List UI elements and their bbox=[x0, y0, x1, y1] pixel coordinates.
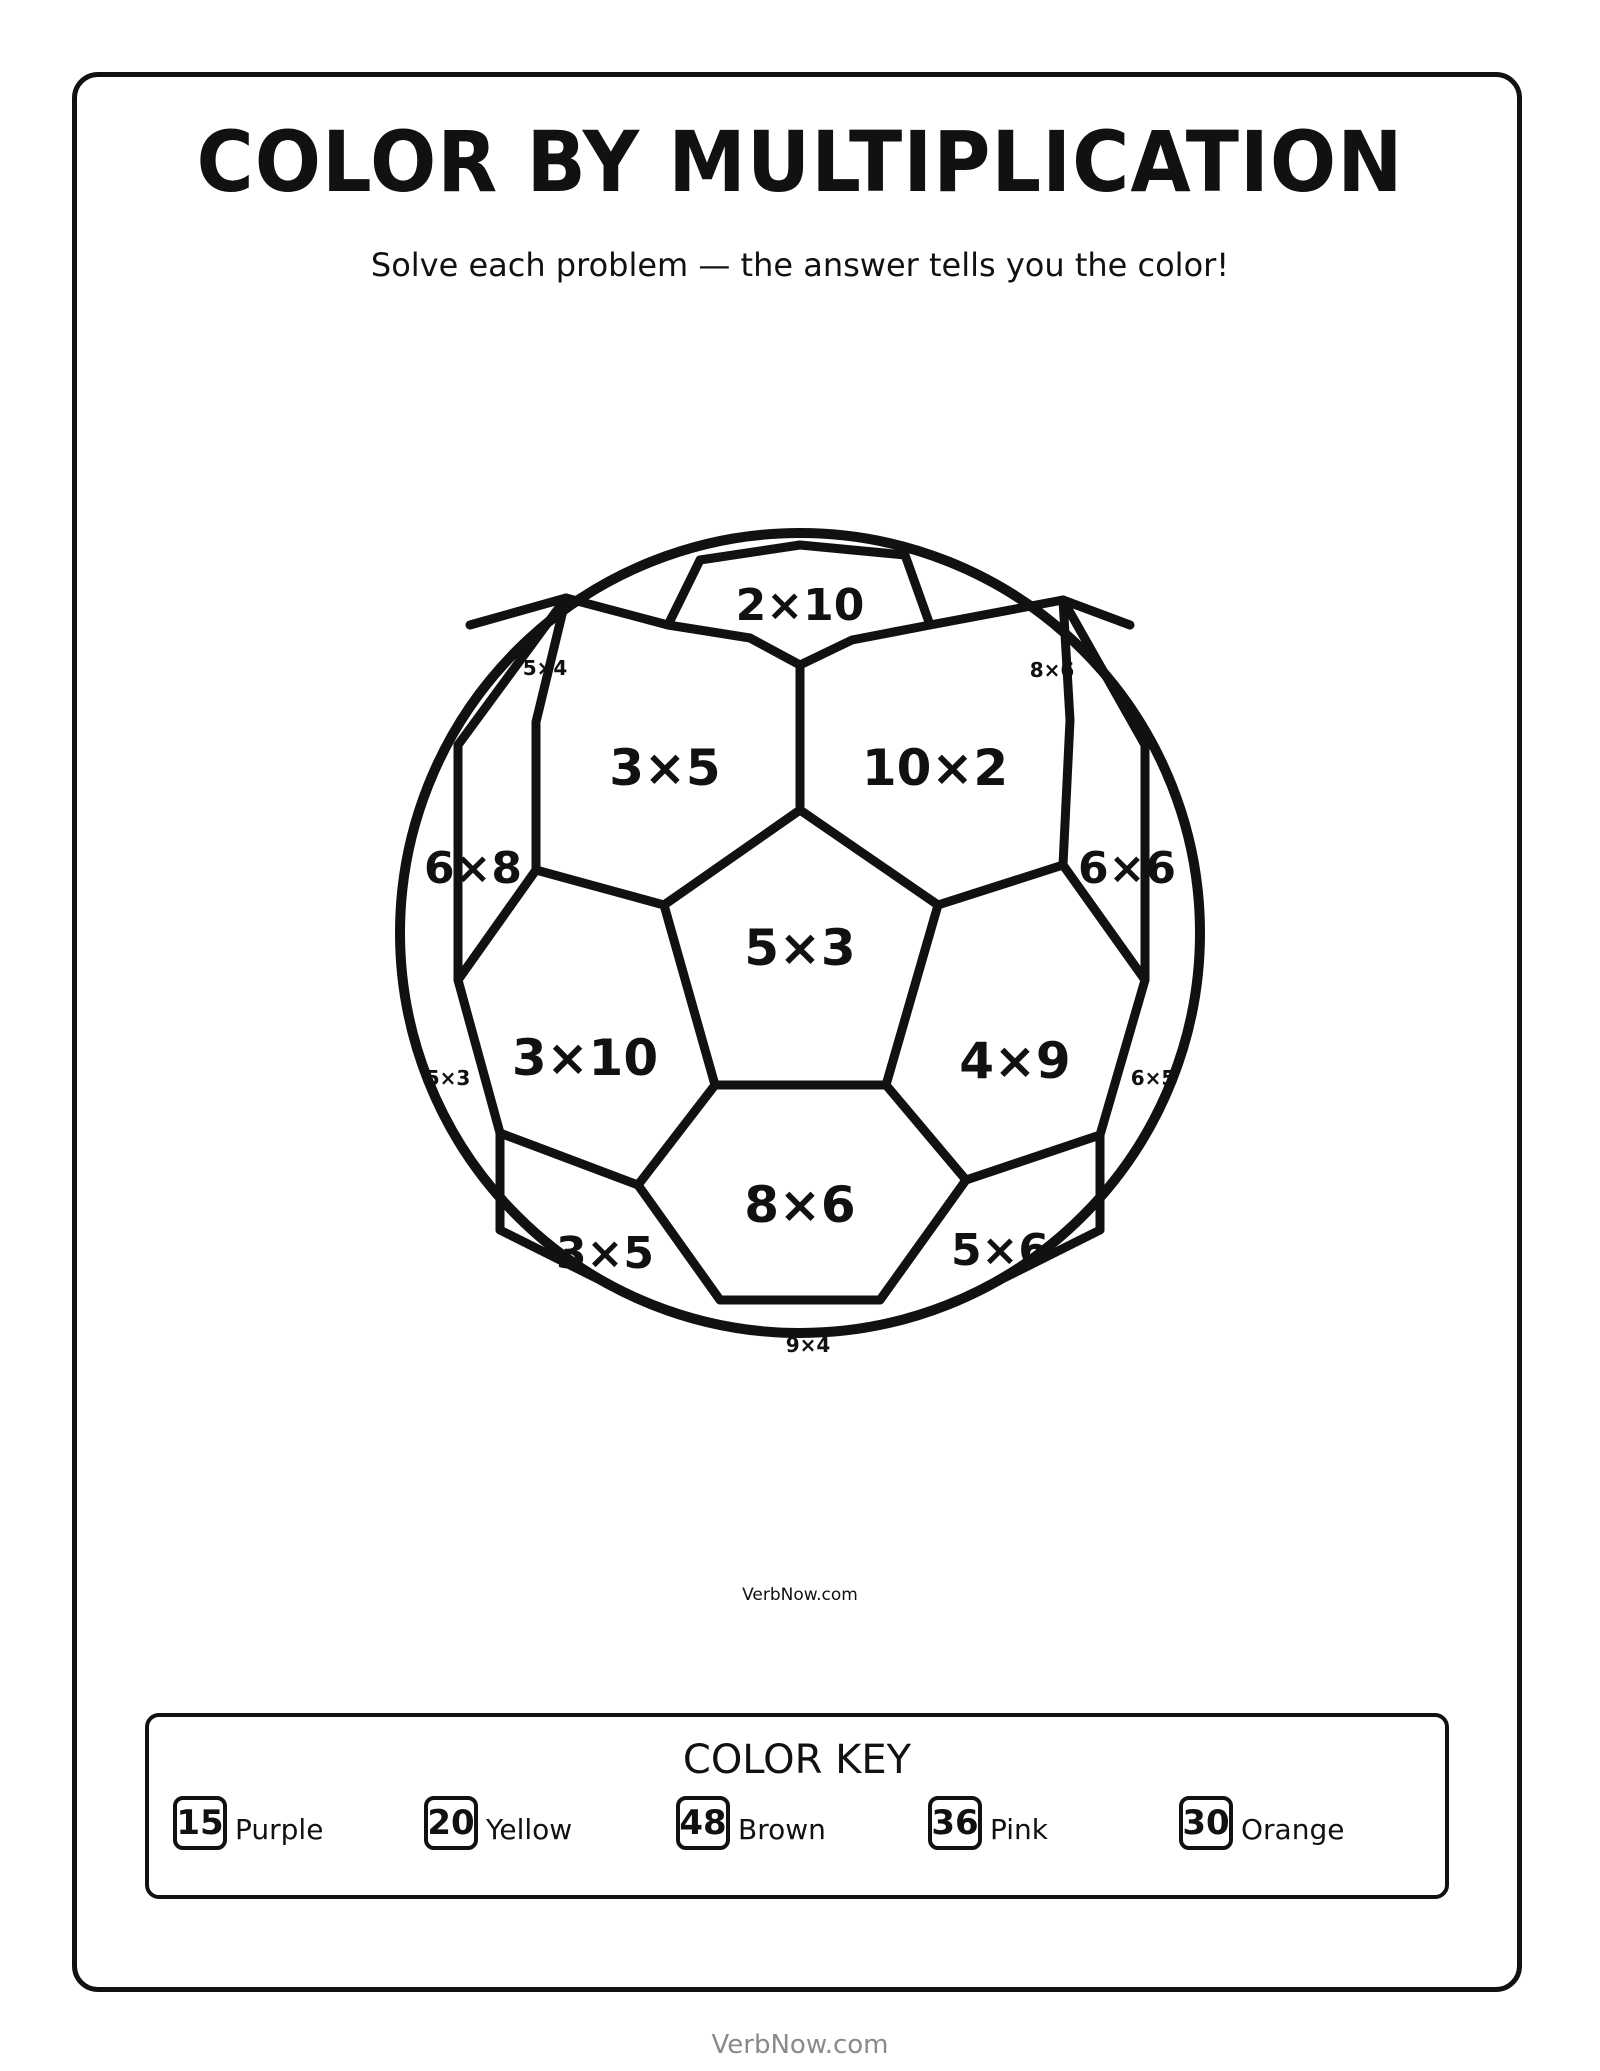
problem-bottom-right: 5×6 bbox=[950, 1225, 1050, 1276]
key-number-box: 20 bbox=[424, 1796, 478, 1850]
color-key-item bbox=[173, 1793, 323, 1853]
color-key-title: COLOR KEY bbox=[682, 1737, 912, 1783]
footer-watermark: VerbNow.com bbox=[711, 2030, 889, 2060]
color-key-item bbox=[676, 1793, 826, 1853]
key-color-label: Purple bbox=[235, 1812, 324, 1846]
worksheet-title: COLOR BY MULTIPLICATION bbox=[196, 114, 1404, 212]
problem-bottom-center: 8×6 bbox=[744, 1176, 856, 1234]
problem-left: 6×8 bbox=[423, 843, 523, 894]
problem-top-right-small: 8×6 bbox=[1029, 658, 1075, 682]
color-key-box bbox=[145, 1713, 1449, 1899]
problem-right-small: 6×5 bbox=[1130, 1066, 1176, 1090]
inner-watermark: VerbNow.com bbox=[742, 1585, 858, 1605]
problem-upper-right: 10×2 bbox=[861, 739, 1009, 797]
problem-left-small: 5×3 bbox=[425, 1066, 471, 1090]
problem-upper-left: 3×5 bbox=[609, 739, 721, 797]
key-color-label: Brown bbox=[738, 1812, 826, 1846]
key-number-box: 15 bbox=[173, 1796, 227, 1850]
color-key-item bbox=[928, 1793, 1048, 1853]
key-number-box: 30 bbox=[1179, 1796, 1233, 1850]
problem-lower-right: 4×9 bbox=[959, 1032, 1071, 1090]
worksheet-subtitle: Solve each problem — the answer tells you the color! bbox=[370, 246, 1230, 284]
problem-right: 6×6 bbox=[1077, 843, 1177, 894]
key-number-box: 36 bbox=[928, 1796, 982, 1850]
key-color-label: Pink bbox=[990, 1812, 1049, 1846]
color-key-item bbox=[1179, 1793, 1344, 1853]
color-key-item bbox=[424, 1793, 572, 1853]
problem-bottom-left: 3×5 bbox=[555, 1228, 655, 1279]
problem-lower-left: 3×10 bbox=[511, 1029, 659, 1087]
key-number-box: 48 bbox=[676, 1796, 730, 1850]
problem-bottom-small: 9×4 bbox=[785, 1333, 831, 1357]
problem-top-left-small: 5×4 bbox=[522, 656, 568, 680]
problem-top: 2×10 bbox=[735, 580, 865, 631]
key-color-label: Orange bbox=[1241, 1812, 1345, 1846]
key-color-label: Yellow bbox=[486, 1812, 573, 1846]
problem-center: 5×3 bbox=[744, 919, 856, 977]
